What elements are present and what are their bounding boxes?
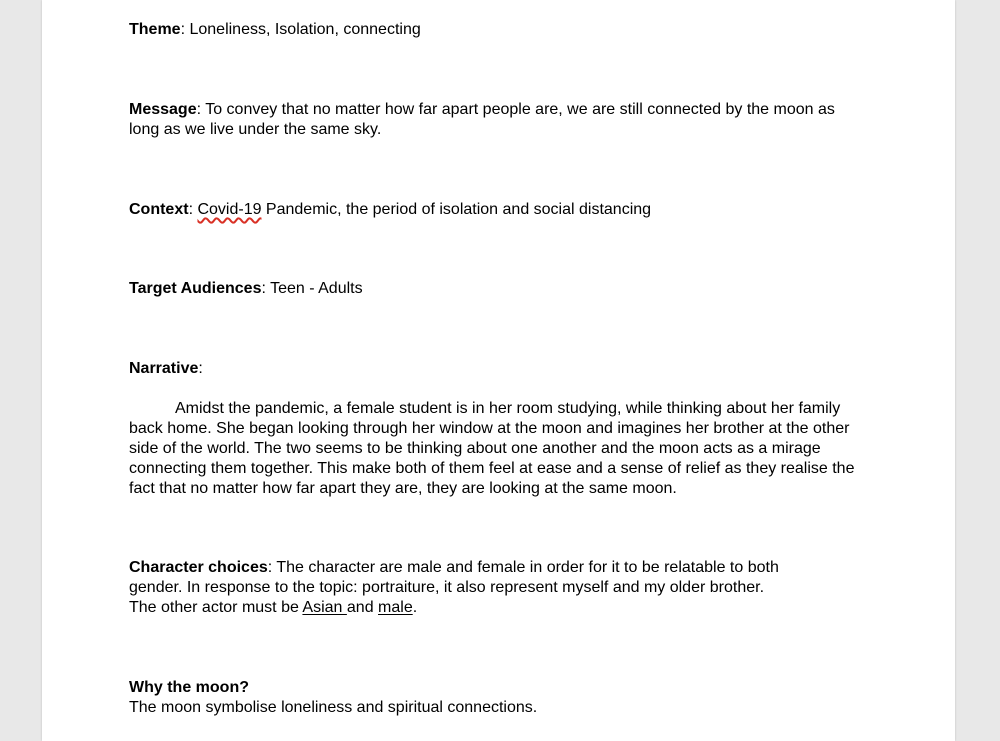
narrative-paragraph	[129, 399, 874, 499]
narrative-label: Narrative	[129, 360, 199, 377]
message-text: : To convey that no matter how far apart people are, we are still connected by the moon as long as we live under the same sky.	[129, 101, 835, 138]
narrative-heading	[129, 359, 879, 379]
moon-section	[129, 678, 879, 718]
character-choices-paragraph	[129, 558, 829, 618]
characters-label: Character choices	[129, 559, 268, 576]
audience-label: Target Audiences	[129, 280, 262, 297]
audience-text: : Teen - Adults	[261, 280, 363, 297]
moon-heading: Why the moon?	[129, 679, 249, 696]
characters-end: .	[412, 599, 418, 616]
underlined-asian: Asian	[302, 599, 347, 616]
context-text: Pandemic, the period of isolation and social distancing	[261, 201, 652, 218]
message-label: Message	[129, 101, 197, 118]
theme-label: Theme	[129, 21, 181, 38]
narrative-text: Amidst the pandemic, a female student is in her room studying, while thinking about her family back home. She began looking through her window at the moon and imagines her brother at the other side of the world. The two seems to be thinking about one another and the moon acts as a mirage connecting them together. This make both of them feel at ease and a sense of relief as they realise the fact that no matter how far apart they are, they are looking at the same moon.	[129, 400, 855, 497]
theme-line	[129, 20, 879, 40]
theme-text: : Loneliness, Isolation, connecting	[180, 21, 421, 38]
characters-middle: and	[346, 599, 379, 616]
message-paragraph	[129, 100, 859, 140]
narrative-colon: :	[198, 360, 203, 377]
moon-text: The moon symbolise loneliness and spiritual connections.	[129, 699, 538, 716]
context-separator: :	[188, 201, 198, 218]
characters-line3-start: The other actor must be	[129, 599, 303, 616]
underlined-male: male	[378, 599, 413, 616]
characters-text: : The character are male and female in order for it to be relatable to both gender. In response to the topic: portraiture, it also represent myself and my older brother.	[129, 559, 779, 596]
audience-line	[129, 279, 879, 299]
context-label: Context	[129, 201, 189, 218]
context-line	[129, 200, 879, 220]
spellcheck-flagged-word[interactable]: Covid-19	[197, 201, 262, 218]
